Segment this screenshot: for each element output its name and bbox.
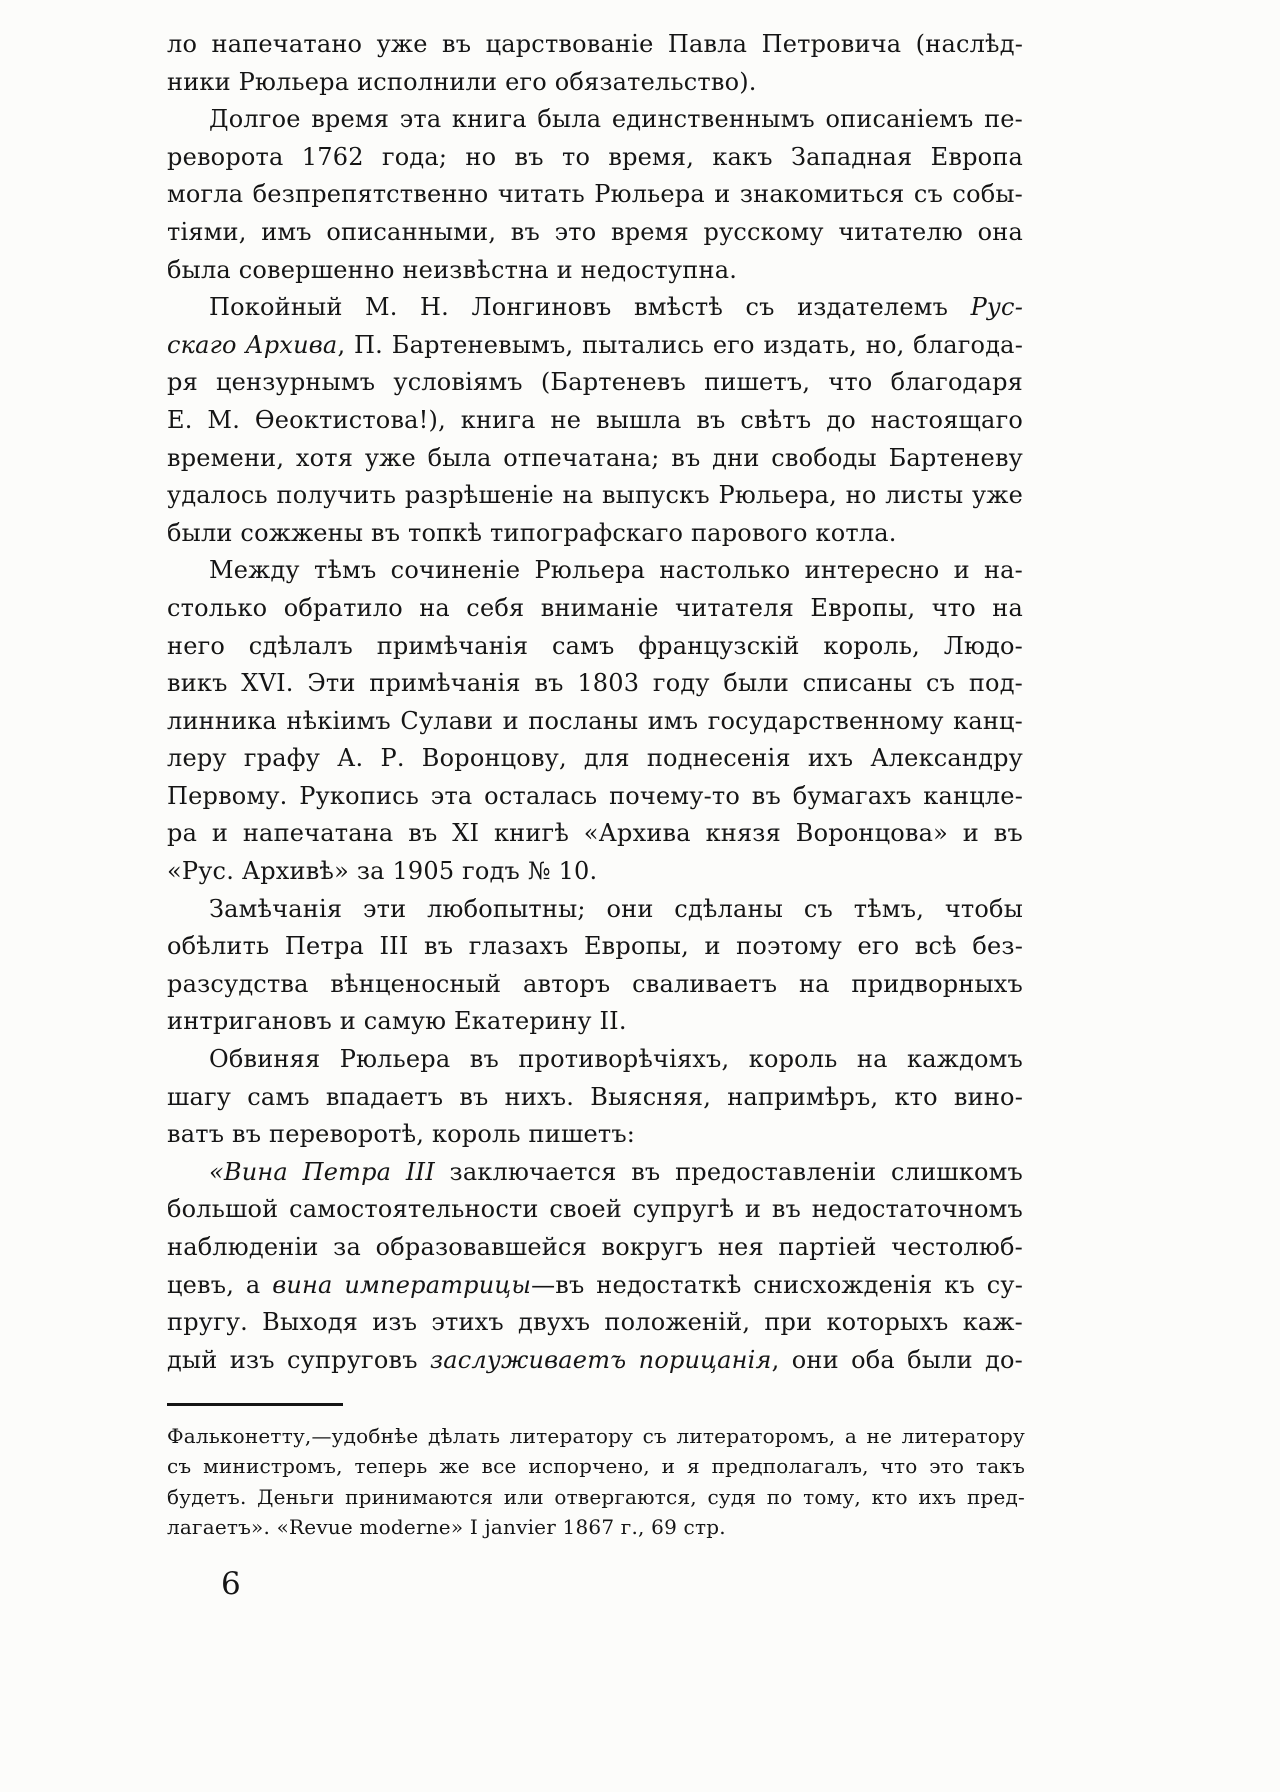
text-segment: шагу самъ впадаетъ въ нихъ. Выясняя, напримѣръ, кто вино- xyxy=(167,1082,1023,1111)
text-line xyxy=(167,1421,1025,1451)
text-segment: заключается въ предоставленіи слишкомъ xyxy=(434,1157,1024,1186)
text-segment: удалось получить разрѣшеніе на выпускъ Рюльера, но листы уже xyxy=(167,481,1023,510)
text-line xyxy=(167,176,1023,214)
text-line xyxy=(167,214,1023,252)
text-line xyxy=(167,1342,1023,1380)
text-line xyxy=(167,891,1023,929)
text-line xyxy=(167,1154,1023,1192)
text-line xyxy=(167,815,1023,853)
page-number: 6 xyxy=(221,1566,241,1602)
text-segment: времени, хотя уже была отпечатана; въ дни свободы Бартеневу xyxy=(167,443,1023,472)
text-segment: ватъ въ переворотѣ, король пишетъ: xyxy=(167,1120,636,1149)
text-segment: —въ недостаткѣ снисхожденія къ су- xyxy=(531,1270,1024,1299)
text-segment: могла безпрепятственно читать Рюльера и знакомиться съ собы- xyxy=(167,180,1023,209)
text-segment: съ министромъ, теперь же все испорчено, и я предполагалъ, что это такъ xyxy=(167,1454,1025,1479)
text-line xyxy=(167,1267,1023,1305)
text-segment: дый изъ супруговъ xyxy=(167,1345,430,1374)
text-segment: «Рус. Архивѣ» за 1905 годъ № 10. xyxy=(167,857,598,886)
text-line xyxy=(167,1512,1025,1542)
text-segment: него сдѣлалъ примѣчанія самъ французскій король, Людо- xyxy=(167,631,1023,660)
text-line xyxy=(167,703,1023,741)
text-segment: Замѣчанія эти любопытны; они сдѣланы съ тѣмъ, чтобы xyxy=(209,894,1023,923)
italic-text-segment: Рус- xyxy=(970,293,1023,322)
text-segment: Е. М. Ѳеоктистова!), книга не вышла въ свѣтъ до настоящаго xyxy=(167,405,1023,434)
text-segment: ра и напечатана въ XI книгѣ «Архива князя Воронцова» и въ xyxy=(167,819,1023,848)
text-line xyxy=(167,64,1023,102)
text-line xyxy=(167,1451,1025,1481)
text-line xyxy=(167,552,1023,590)
text-segment: леру графу А. Р. Воронцову, для поднесенія ихъ Александру xyxy=(167,744,1023,773)
text-segment: столько обратило на себя вниманіе читателя Европы, что на xyxy=(167,593,1023,622)
footnote-block xyxy=(167,1421,1025,1543)
italic-text-segment: заслуживаетъ порицанія xyxy=(429,1345,772,1374)
italic-text-segment: скаго Архива xyxy=(167,330,338,359)
text-segment: интригановъ и самую Екатерину II. xyxy=(167,1007,627,1036)
text-segment: линника нѣкіимъ Сулави и посланы имъ государственному канц- xyxy=(167,706,1023,735)
text-line xyxy=(167,402,1023,440)
text-segment: пругу. Выходя изъ этихъ двухъ положеній, при которыхъ каж- xyxy=(167,1308,1023,1337)
text-line xyxy=(167,515,1023,553)
text-segment: обѣлить Петра III въ глазахъ Европы, и поэтому его всѣ без- xyxy=(167,932,1023,961)
text-line xyxy=(167,778,1023,816)
text-segment: лагаетъ». «Revue moderne» I janvier 1867 г., 69 стр. xyxy=(167,1515,726,1540)
text-segment: цевъ, а xyxy=(167,1270,273,1299)
text-line xyxy=(167,440,1023,478)
text-line xyxy=(167,327,1023,365)
text-line xyxy=(167,740,1023,778)
text-line xyxy=(167,1304,1023,1342)
text-segment: , они оба были до- xyxy=(771,1345,1023,1374)
italic-text-segment: «Вина Петра III xyxy=(209,1157,435,1186)
text-line xyxy=(167,966,1023,1004)
text-line xyxy=(167,1116,1023,1154)
text-segment: Первому. Рукопись эта осталась почему-то въ бумагахъ канцле- xyxy=(167,781,1023,810)
text-segment: была совершенно неизвѣстна и недоступна. xyxy=(167,255,738,284)
text-line xyxy=(167,590,1023,628)
main-text-block xyxy=(167,26,1023,1379)
text-segment: , П. Бартеневымъ, пытались его издать, но, благода- xyxy=(337,330,1024,359)
text-segment: викъ XVI. Эти примѣчанія въ 1803 году были списаны съ под- xyxy=(167,669,1023,698)
text-line xyxy=(167,101,1023,139)
text-segment: большой самостоятельности своей супругѣ и въ недостаточномъ xyxy=(167,1195,1023,1224)
text-segment: ря цензурнымъ условіямъ (Бартеневъ пишетъ, что благодаря xyxy=(167,368,1023,397)
text-segment: наблюденіи за образовавшейся вокругъ нея партіей честолюб- xyxy=(167,1233,1023,1261)
text-segment: реворота 1762 года; но въ то время, какъ Западная Европа xyxy=(167,142,1023,171)
text-line xyxy=(167,1229,1023,1267)
text-segment: ло напечатано уже въ царствованіе Павла Петровича (наслѣд- xyxy=(167,30,1023,58)
text-line xyxy=(167,26,1023,64)
text-line xyxy=(167,665,1023,703)
text-segment: Долгое время эта книга была единственнымъ описаніемъ пе- xyxy=(209,105,1023,134)
text-segment: будетъ. Деньги принимаются или отвергаются, судя по тому, кто ихъ пред- xyxy=(167,1484,1025,1509)
text-segment: Покойный М. Н. Лонгиновъ вмѣстѣ съ издателемъ xyxy=(209,293,971,322)
text-line xyxy=(167,477,1023,515)
italic-text-segment: вина императрицы xyxy=(272,1270,532,1299)
text-segment: тіями, имъ описанными, въ это время русскому читателю она xyxy=(167,217,1023,246)
text-line xyxy=(167,1191,1023,1229)
text-line xyxy=(167,139,1023,177)
text-segment: Обвиняя Рюльера въ противорѣчіяхъ, король на каждомъ xyxy=(209,1045,1023,1074)
text-segment: Между тѣмъ сочиненіе Рюльера настолько интересно и на- xyxy=(209,556,1023,585)
footnote-separator xyxy=(167,1403,343,1406)
text-line xyxy=(167,1079,1023,1117)
text-segment: разсудства вѣнценосный авторъ сваливаетъ на придворныхъ xyxy=(167,969,1023,998)
text-line xyxy=(167,1003,1023,1041)
text-line xyxy=(167,1482,1025,1512)
text-line xyxy=(167,928,1023,966)
text-line xyxy=(167,364,1023,402)
text-line xyxy=(167,252,1023,290)
text-line xyxy=(167,1041,1023,1079)
text-segment: ники Рюльера исполнили его обязательство). xyxy=(167,67,757,96)
text-segment: были сожжены въ топкѣ типографскаго парового котла. xyxy=(167,518,897,547)
text-line xyxy=(167,853,1023,891)
text-segment: Фальконетту,—удобнѣе дѣлать литератору съ литераторомъ, а не литератору xyxy=(167,1424,1025,1448)
text-line xyxy=(167,628,1023,666)
text-line xyxy=(167,289,1023,327)
